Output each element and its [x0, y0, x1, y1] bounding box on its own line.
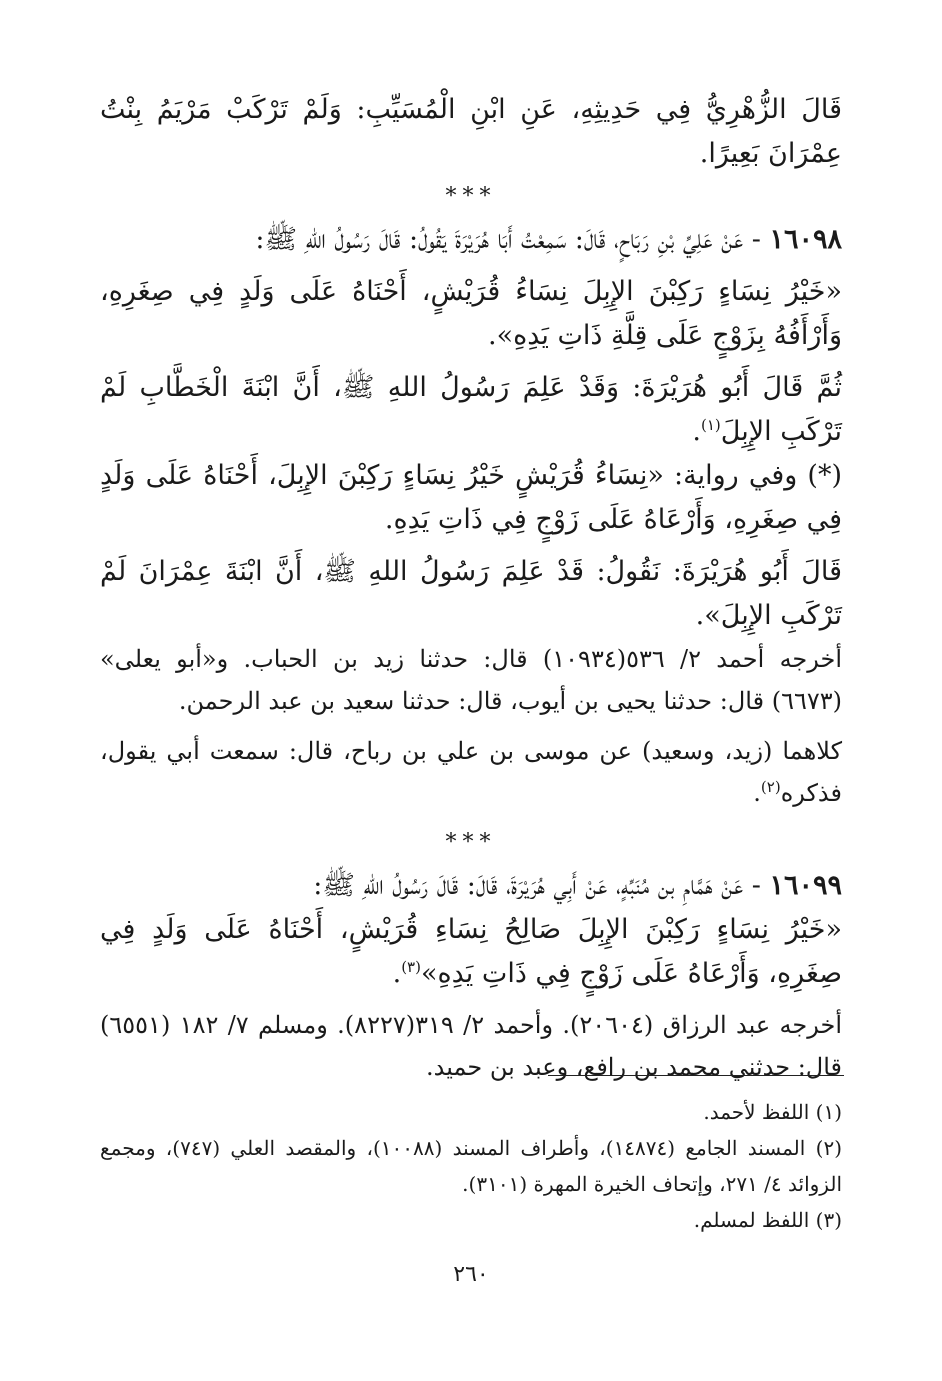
hadith-comment: قَالَ أَبُو هُرَيْرَةَ: نَقُولُ: قَدْ عَلِمَ رَسُولُ اللهِ ﷺ، أَنَّ ابْنَةَ عِمْرَانَ لَمْ تَرْكَبِ الإِبِلَ».	[100, 556, 842, 631]
section-separator: ***	[445, 830, 497, 855]
footnote: (٢) المسند الجامع (١٤٨٧٤)، وأطراف المسند (١٠٠٨٨)، والمقصد العلي (٧٤٧)، ومجمع الزوائد ٤/ ٢٧١، وإتحاف الخيرة المهرة (٣١٠١).	[100, 1136, 843, 1196]
hadith-number: ١٦٠٩٩	[769, 870, 842, 901]
takhrij-reference: أخرجه أحمد ٢/ ٥٣٦(١٠٩٣٤) قال: حدثنا زيد بن الحباب. و«أبو يعلى» (٦٦٧٣) قال: حدثنا يحيى بن أيوب، قال: حدثنا سعيد بن عبد الرحمن.	[100, 645, 843, 715]
footnotes	[100, 1094, 842, 1238]
hadith-matn: «خَيْرُ نِسَاءٍ رَكِبْنَ الإِبِلَ صَالِحُ نِسَاءِ قُرَيْشٍ، أَحْنَاهُ عَلَى وَلَدٍ فِي صِغَرِهِ، وَأَرْعَاهُ عَلَى زَوْجٍ فِي ذَاتِ يَدِهِ»$^{(٣)}$.	[100, 914, 842, 989]
hadith-variant-narration: (*) وفي رواية: «نِسَاءُ قُرَيْشٍ خَيْرُ نِسَاءٍ رَكِبْنَ الإِبِلَ، أَحْنَاهُ عَلَى وَلَدٍ فِي صِغَرِهِ، وَأَرْعَاهُ عَلَى زَوْجٍ فِي ذَاتِ يَدِهِ.	[100, 460, 842, 535]
page-number: ٢٦٠	[453, 1262, 489, 1287]
hadith-isnad: - عَنْ هَمَّامِ بن مُنَبِّهٍ، عَنْ أَبِي هُرَيْرَةَ، قَالَ: قَالَ رَسُولُ اللهِ ﷺ:	[313, 870, 770, 901]
footnote: (١) اللفظ لأحمد.	[703, 1100, 842, 1124]
paragraph-zuhri: قَالَ الزُّهْرِيُّ فِي حَدِيثِهِ، عَنِ ابْنِ الْمُسَيِّبِ: وَلَمْ تَرْكَبْ مَرْيَمُ بِنْتُ عِمْرَانَ بَعِيرًا.	[100, 94, 842, 169]
footnote-divider	[548, 1075, 844, 1076]
hadith-number: ١٦٠٩٨	[769, 224, 842, 255]
takhrij-reference: كلاهما (زيد، وسعيد) عن موسى بن علي بن رباح، قال: سمعت أبي يقول، فذكره$^{(٢)}$.	[100, 737, 842, 807]
hadith-matn: «خَيْرُ نِسَاءٍ رَكِبْنَ الإِبِلَ نِسَاءُ قُرَيْشٍ، أَحْنَاهُ عَلَى وَلَدٍ فِي صِغَرِهِ، وَأَرْأَفُهُ بِزَوْجٍ عَلَى قِلَّةِ ذَاتِ يَدِهِ».	[100, 276, 842, 351]
hadith-comment: ثُمَّ قَالَ أَبُو هُرَيْرَةَ: وَقَدْ عَلِمَ رَسُولُ اللهِ ﷺ، أَنَّ ابْنَةَ الْخَطَّابِ لَمْ تَرْكَبِ الإِبِلَ$^{(١)}$.	[100, 372, 842, 447]
section-separator: ***	[445, 184, 497, 209]
hadith-16098	[100, 218, 842, 262]
hadith-16099	[100, 864, 842, 908]
takhrij-reference: أخرجه عبد الرزاق (٢٠٦٠٤). وأحمد ٢/ ٣١٩(٨٢٢٧). ومسلم ٧/ ١٨٢ (٦٥٥١) قال: حدثني محمد بن رافع، وعبد بن حميد.	[100, 1011, 843, 1081]
main-text	[100, 88, 842, 1088]
footnote-marker: (٣)	[401, 958, 421, 976]
footnote: (٣) اللفظ لمسلم.	[693, 1208, 842, 1232]
hadith-isnad: - عَنْ عَلِيِّ بْنِ رَبَاحٍ، قَالَ: سَمِعْتُ أَبَا هُرَيْرَةَ يَقُولُ: قَالَ رَسُولُ اللهِ ﷺ:	[255, 224, 770, 255]
footnote-marker: (٢)	[760, 778, 781, 796]
footnote-marker: (١)	[700, 416, 721, 434]
